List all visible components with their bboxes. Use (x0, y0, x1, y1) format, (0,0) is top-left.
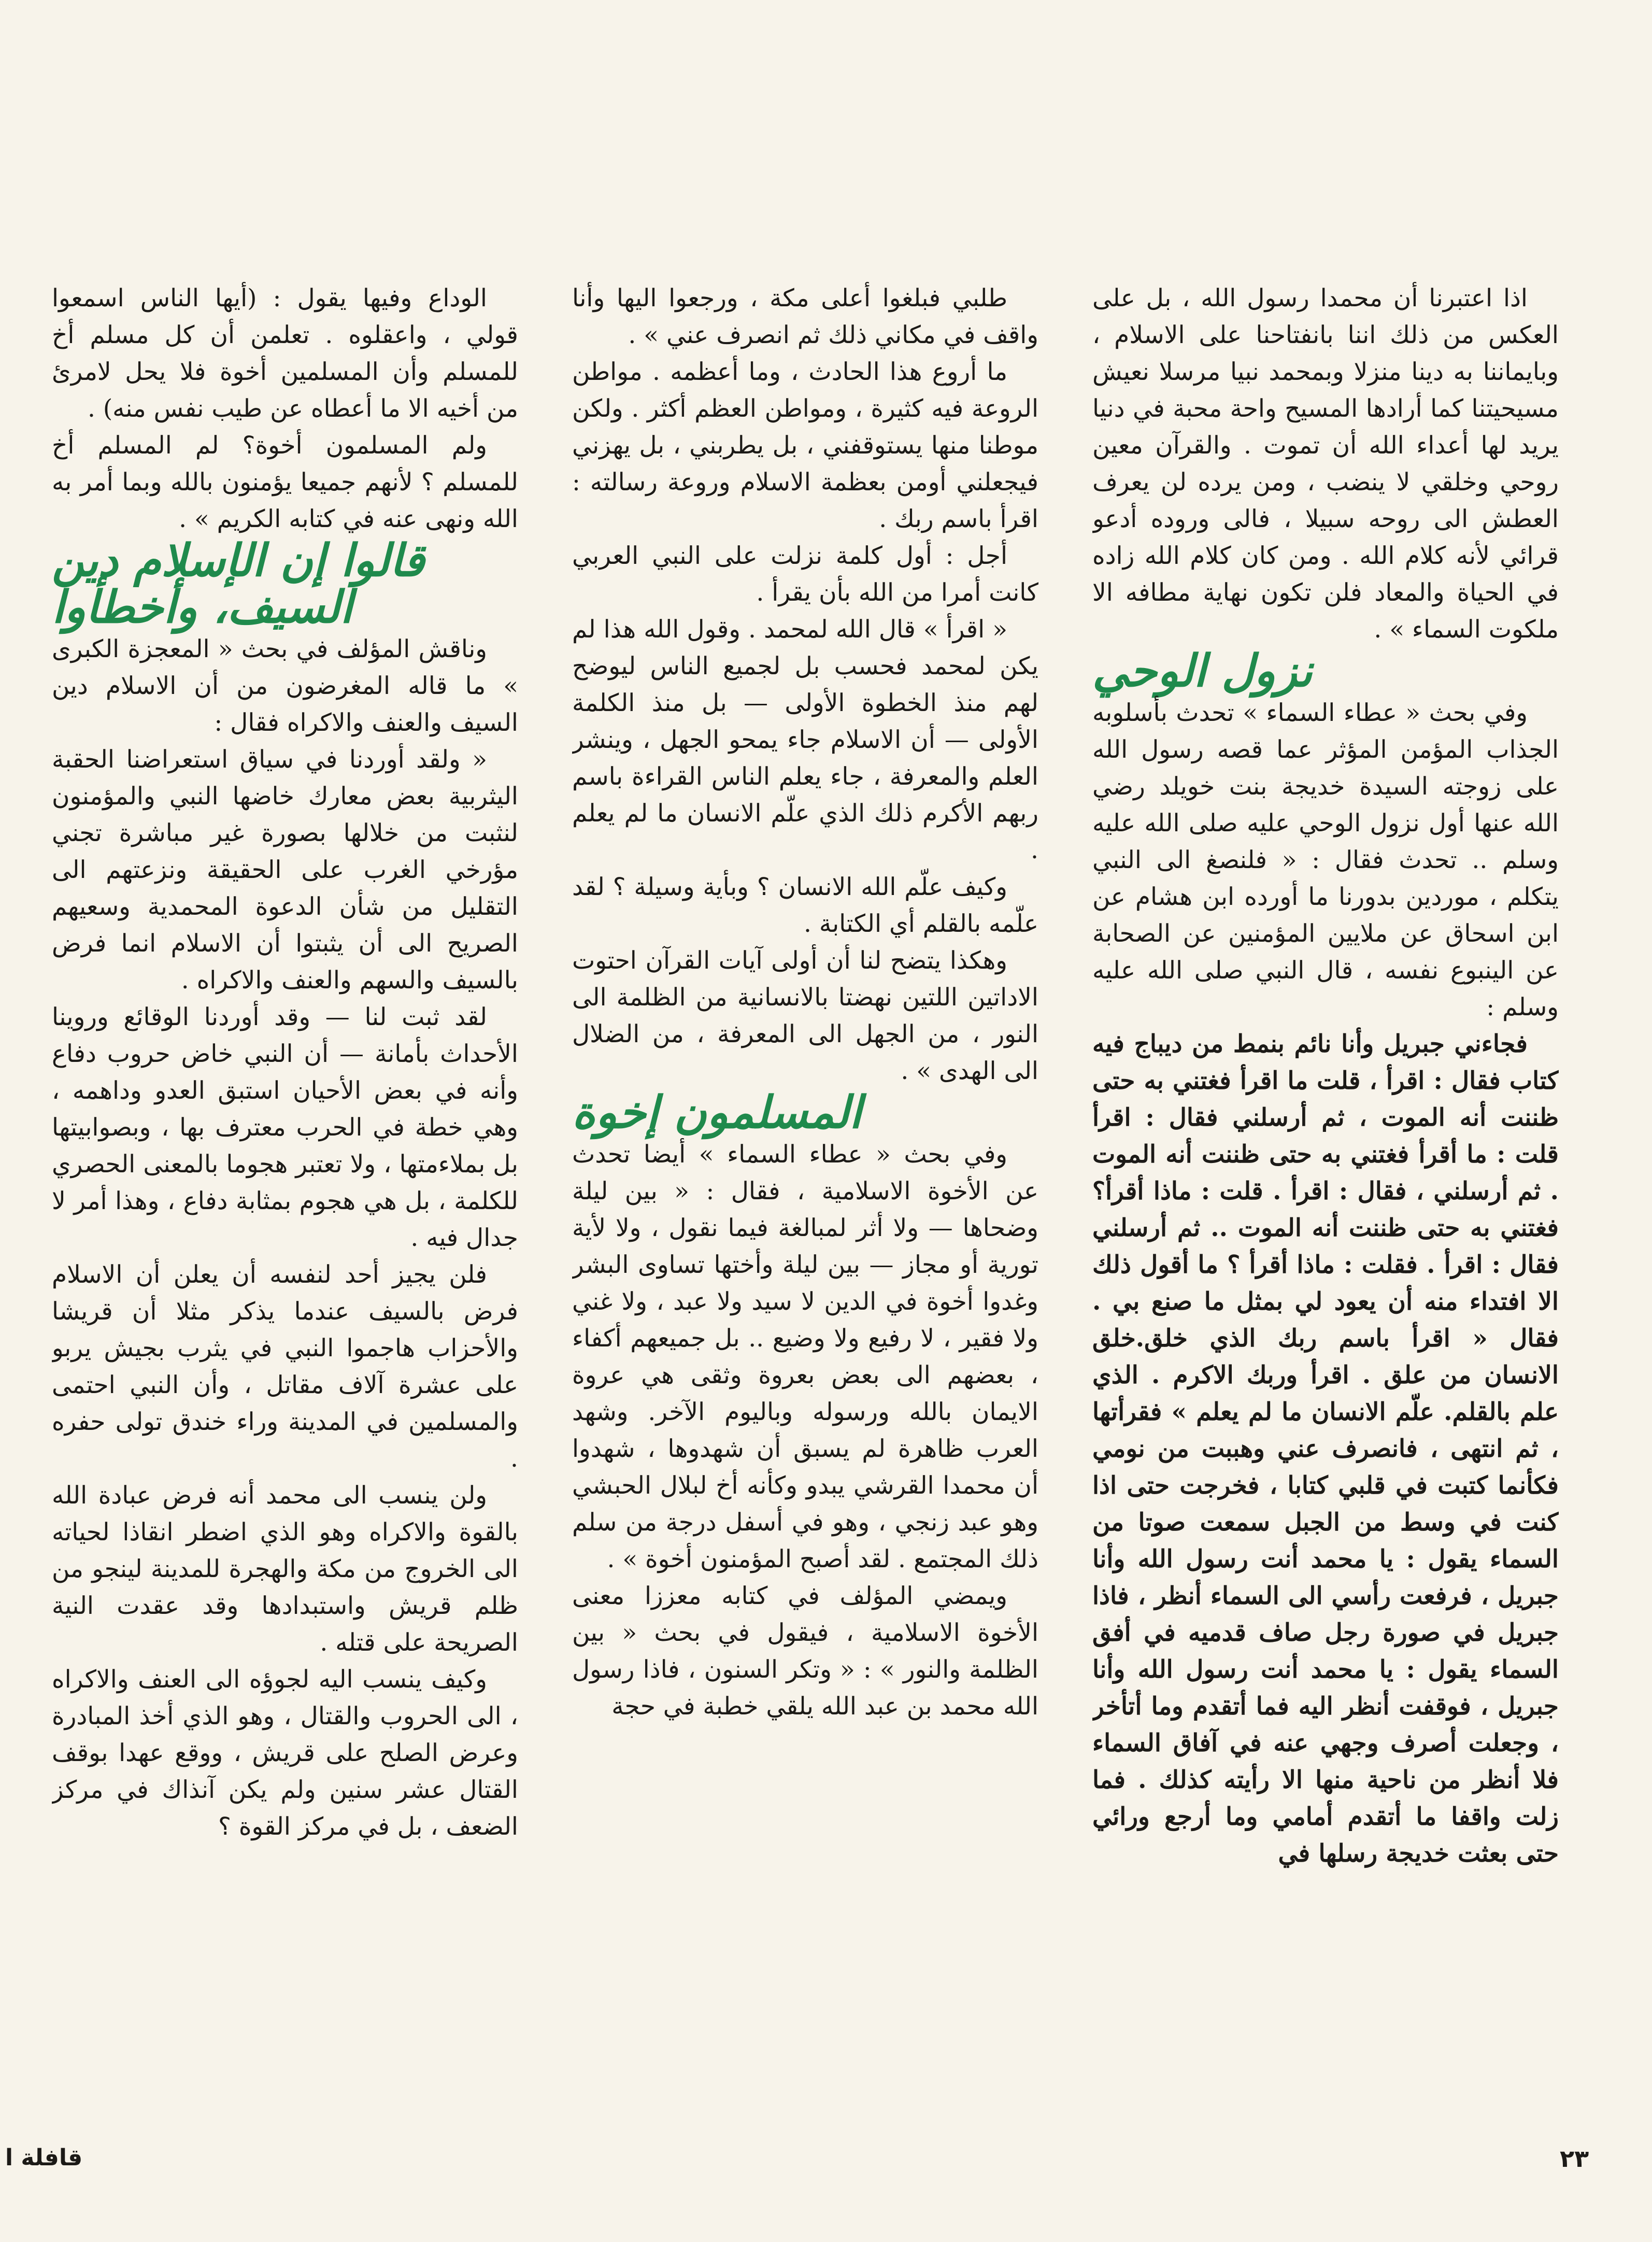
paragraph: وناقش المؤلف في بحث « المعجزة الكبرى » ما قاله المغرضون من أن الاسلام دين السيف والعنف والاكراه فقال : (52, 635, 518, 737)
paragraph: ولن ينسب الى محمد أنه فرض عبادة الله بالقوة والاكراه وهو الذي اضطر انقاذا لحياته الى الخروج من مكة والهجرة للمدينة لينجو من ظلم قريش واستبدادها وقد عقدت النية الصريحة على قتله . (52, 1481, 518, 1657)
paragraph: طلبي فبلغوا أعلى مكة ، ورجعوا اليها وأنا واقف في مكاني ذلك ثم انصرف عني » . (572, 284, 1038, 349)
paragraph: وهكذا يتضح لنا أن أولى آيات القرآن احتوت الاداتين اللتين نهضتا بالانسانية من الظلمة الى النور ، من الجهل الى المعرفة ، من الضلال الى الهدى » . (572, 946, 1038, 1085)
section-heading-sword: قالوا إن الإسلام دين السيف، وأخطأوا (52, 535, 425, 633)
paragraph: وفي بحث « عطاء السماء » تحدث بأسلوبه الجذاب المؤمن المؤثر عما قصه رسول الله على زوجته السيدة خديجة بنت خويلد رضي الله عنها أول نزول الوحي عليه صلى الله عليه وسلم .. تحدث فقال : « فلنصغ الى النبي يتكلم ، موردين بدورنا ما أورده ابن هشام عن ابن اسحاق عن ملايين المؤمنين عن الصحابة عن الينبوع نفسه ، قال النبي صلى الله عليه وسلم : (1092, 699, 1559, 1021)
paragraph: « ولقد أوردنا في سياق استعراضنا الحقبة اليثربية بعض معارك خاضها النبي والمؤمنون لنثبت من خلالها بصورة غير مباشرة تجني مؤرخي الغرب على الحقيقة ونزعتهم الى التقليل من شأن الدعوة المحمدية وسعيهم الصريح الى أن يثبتوا أن الاسلام انما فرض بالسيف والسهم والعنف والاكراه . (52, 745, 518, 995)
section-heading-revelation: نزول الوحي (1092, 645, 1313, 697)
paragraph: اذا اعتبرنا أن محمدا رسول الله ، بل على العكس من ذلك اننا بانفتاحنا على الاسلام ، وبايماننا به دينا منزلا وبمحمد نبيا مرسلا نعيش مسيحيتنا كما أرادها المسيح واحة محبة في دنيا يريد لها أعداء الله أن تموت . والقرآن معين روحي وخلقي لا ينضب ، ومن يرده لن يعرف العطش الى روحه سبيلا ، فالى وروده أدعو قرائي لأنه كلام الله . ومن كان كلام الله زاده في الحياة والمعاد فلن تكون نهاية مطافه الا ملكوت السماء » . (1092, 284, 1559, 644)
paragraph: وكيف ينسب اليه لجوؤه الى العنف والاكراه ، الى الحروب والقتال ، وهو الذي أخذ المبادرة وعرض الصلح على قريش ، ووقع عهدا بوقف القتال عشر سنين ولم يكن آنذاك في مركز الضعف ، بل في مركز القوة ؟ (52, 1665, 518, 1841)
article-column-right (1092, 280, 1559, 2125)
paragraph: وفي بحث « عطاء السماء » أيضا تحدث عن الأخوة الاسلامية ، فقال : « بين ليلة وضحاها — ولا أثر لمبالغة فيما نقول ، ولا لأية تورية أو مجاز — بين ليلة وأختها تساوى البشر وغدوا أخوة في الدين لا سيد ولا عبد ، ولا غني ولا فقير ، لا رفيع ولا وضيع .. بل جميعهم أكفاء ، بعضهم الى بعض بعروة وثقى هي عروة الايمان بالله ورسوله وباليوم الآخر. وشهد العرب ظاهرة لم يسبق أن شهدوها ، شهدوا أن محمدا القرشي يبدو وكأنه أخ لبلال الحبشي وهو عبد زنجي ، وهو في أسفل درجة من سلم ذلك المجتمع . لقد أصبح المؤمنون أخوة » . (572, 1140, 1038, 1573)
article-column-middle (572, 280, 1038, 2125)
paragraph: ولم المسلمون أخوة؟ لم المسلم أخ للمسلم ؟ لأنهم جميعا يؤمنون بالله وبما أمر به الله ونهى عنه في كتابه الكريم » . (52, 431, 518, 533)
paragraph: أجل : أول كلمة نزلت على النبي العربي كانت أمرا من الله بأن يقرأ . (572, 542, 1038, 607)
paragraph: ما أروع هذا الحادث ، وما أعظمه . مواطن الروعة فيه كثيرة ، ومواطن العظم أكثر . ولكن موطنا منها يستوقفني ، بل يطربني ، بل يهزني فيجعلني أومن بعظمة الاسلام وروعة رسالته : اقرأ باسم ربك . (572, 358, 1038, 533)
paragraph: فلن يجيز أحد لنفسه أن يعلن أن الاسلام فرض بالسيف عندما يذكر مثلا أن قريشا والأحزاب هاجموا النبي في يثرب بجيش يربو على عشرة آلاف مقاتل ، وأن النبي احتمى والمسلمين في المدينة وراء خندق تولى حفره . (52, 1260, 518, 1473)
paragraph: « اقرأ » قال الله لمحمد . وقول الله هذا لم يكن لمحمد فحسب بل لجميع الناس ليوضح لهم منذ الخطوة الأولى — بل منذ الكلمة الأولى — أن الاسلام جاء يمحو الجهل ، وينشر العلم والمعرفة ، جاء يعلم الناس القراءة باسم ربهم الأكرم ذلك الذي علّم الانسان ما لم يعلم . (572, 615, 1038, 864)
magazine-name: قافلة ا (5, 2145, 83, 2171)
paragraph: لقد ثبت لنا — وقد أوردنا الوقائع وروينا الأحداث بأمانة — أن النبي خاض حروب دفاع وأنه في بعض الأحيان استبق العدو وداهمه ، وهي خطة في الحرب معترف بها ، وبصوابيتها بل بملاءمتها ، ولا تعتبر هجوما بالمعنى الحصري للكلمة ، بل هي هجوم بمثابة دفاع ، وهذا أمر لا جدال فيه . (52, 1003, 518, 1252)
article-column-left (52, 280, 518, 2125)
paragraph: وكيف علّم الله الانسان ؟ وبأية وسيلة ؟ لقد علّمه بالقلم أي الكتابة . (572, 873, 1038, 938)
section-heading-brotherhood: المسلمون إخوة (572, 1087, 862, 1139)
paragraph-hadith-quote: فجاءني جبريل وأنا نائم بنمط من ديباج فيه كتاب فقال : اقرأ ، قلت ما اقرأ فغتني به حتى ظننت أنه الموت ، ثم أرسلني فقال : اقرأ قلت : ما أقرأ فغتني به حتى ظننت أنه الموت . ثم أرسلني ، فقال : اقرأ . قلت : ماذا أقرأ؟ فغتني به حتى ظننت أنه الموت .. ثم أرسلني فقال : اقرأ . فقلت : ماذا أقرأ ؟ ما أقول ذلك الا افتداء منه أن يعود لي بمثل ما صنع بي . فقال « اقرأ باسم ربك الذي خلق.خلق الانسان من علق . اقرأ وربك الاكرم . الذي علم بالقلم. علّم الانسان ما لم يعلم » فقرأتها ، ثم انتهى ، فانصرف عني وهببت من نومي فكأنما كتبت في قلبي كتابا ، فخرجت حتى اذا كنت في وسط من الجبل سمعت صوتا من السماء يقول : يا محمد أنت رسول الله وأنا جبريل ، فرفعت رأسي الى السماء أنظر ، فاذا جبريل في صورة رجل صاف قدميه في أفق السماء يقول : يا محمد أنت رسول الله وأنا جبريل ، فوقفت أنظر اليه فما أتقدم وما أتأخر ، وجعلت أصرف وجهي عنه في آفاق السماء فلا أنظر من ناحية منها الا رأيته كذلك . فما زلت واقفا ما أتقدم أمامي وما أرجع ورائي حتى بعثت خديجة رسلها في (1092, 1030, 1559, 1868)
paragraph: الوداع وفيها يقول : (أيها الناس اسمعوا قولي ، واعقلوه . تعلمن أن كل مسلم أخ للمسلم وأن المسلمين أخوة فلا يحل لامرئ من أخيه الا ما أعطاه عن طيب نفس منه) . (52, 284, 518, 423)
paragraph: ويمضي المؤلف في كتابه معززا معنى الأخوة الاسلامية ، فيقول في بحث « بين الظلمة والنور » : « وتكر السنون ، فاذا رسول الله محمد بن عبد الله يلقي خطبة في حجة (572, 1582, 1038, 1721)
page-number: ٢٣ (1560, 2145, 1589, 2173)
